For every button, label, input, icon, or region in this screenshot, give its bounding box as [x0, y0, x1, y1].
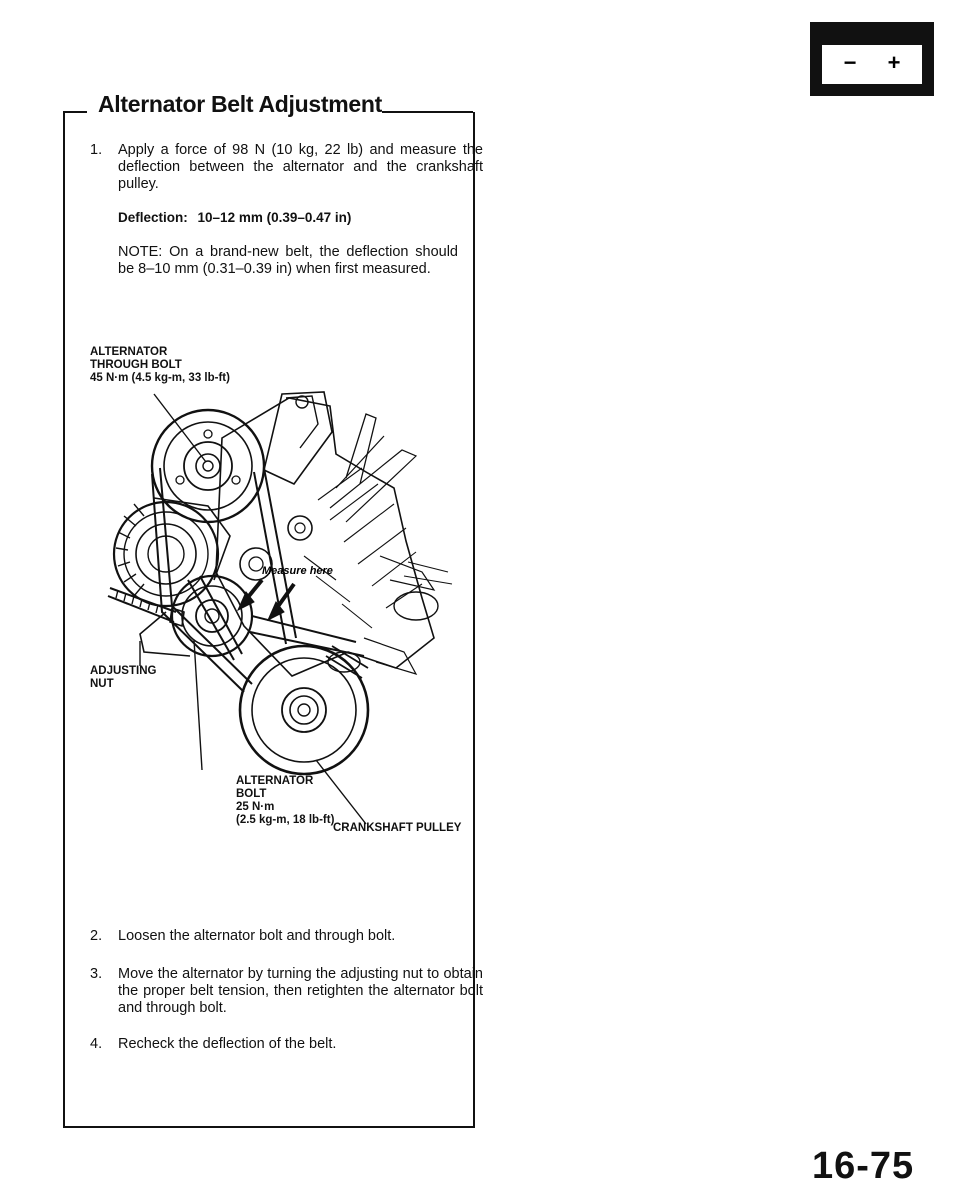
callout-line: 25 N·m: [236, 801, 275, 813]
frame-top-rule-left: [63, 111, 87, 113]
step-text: Move the alternator by turning the adjusting nut to obtain the proper belt tension, then retighten the alternator bolt and through bolt.: [118, 966, 483, 1016]
step-number: 3.: [90, 966, 103, 982]
callout-line: ALTERNATOR: [90, 346, 168, 358]
deflection-spec: [118, 210, 351, 225]
battery-icon: [810, 22, 934, 96]
deflection-label: Deflection:: [118, 210, 188, 225]
callout-line: ADJUSTING: [90, 665, 157, 677]
callout-line: NUT: [90, 678, 114, 690]
callout-line: BOLT: [236, 788, 267, 800]
callout-line: (2.5 kg-m, 18 lb-ft): [236, 814, 335, 826]
battery-plus-symbol: +: [887, 50, 901, 75]
callout-line: THROUGH BOLT: [90, 359, 182, 371]
step-text: Loosen the alternator bolt and through bolt.: [118, 928, 396, 944]
page-number: 16-75: [812, 1145, 915, 1187]
step-number: 2.: [90, 928, 103, 944]
step-text: Apply a force of 98 N (10 kg, 22 lb) and measure the deflection between the alternator and the crankshaft pulley.: [118, 142, 483, 192]
alternator-belt-illustration: [104, 376, 454, 846]
battery-minus-symbol: −: [843, 50, 857, 75]
step-number: 1.: [90, 142, 103, 158]
step-text: Recheck the deflection of the belt.: [118, 1036, 337, 1052]
deflection-value: 10–12 mm (0.39–0.47 in): [197, 210, 352, 225]
callout-line: 45 N·m (4.5 kg-m, 33 lb-ft): [90, 372, 230, 384]
section-title: Alternator Belt Adjustment: [98, 91, 382, 117]
measure-here-label: Measure here: [262, 565, 333, 577]
step-number: 4.: [90, 1036, 103, 1052]
frame-top-rule-right: [382, 111, 473, 113]
note-text: NOTE: On a brand-new belt, the deflection should be 8–10 mm (0.31–0.39 in) when first measured.: [118, 244, 458, 277]
callout-crankshaft-pulley: CRANKSHAFT PULLEY: [333, 822, 462, 834]
callout-line: ALTERNATOR: [236, 775, 314, 787]
